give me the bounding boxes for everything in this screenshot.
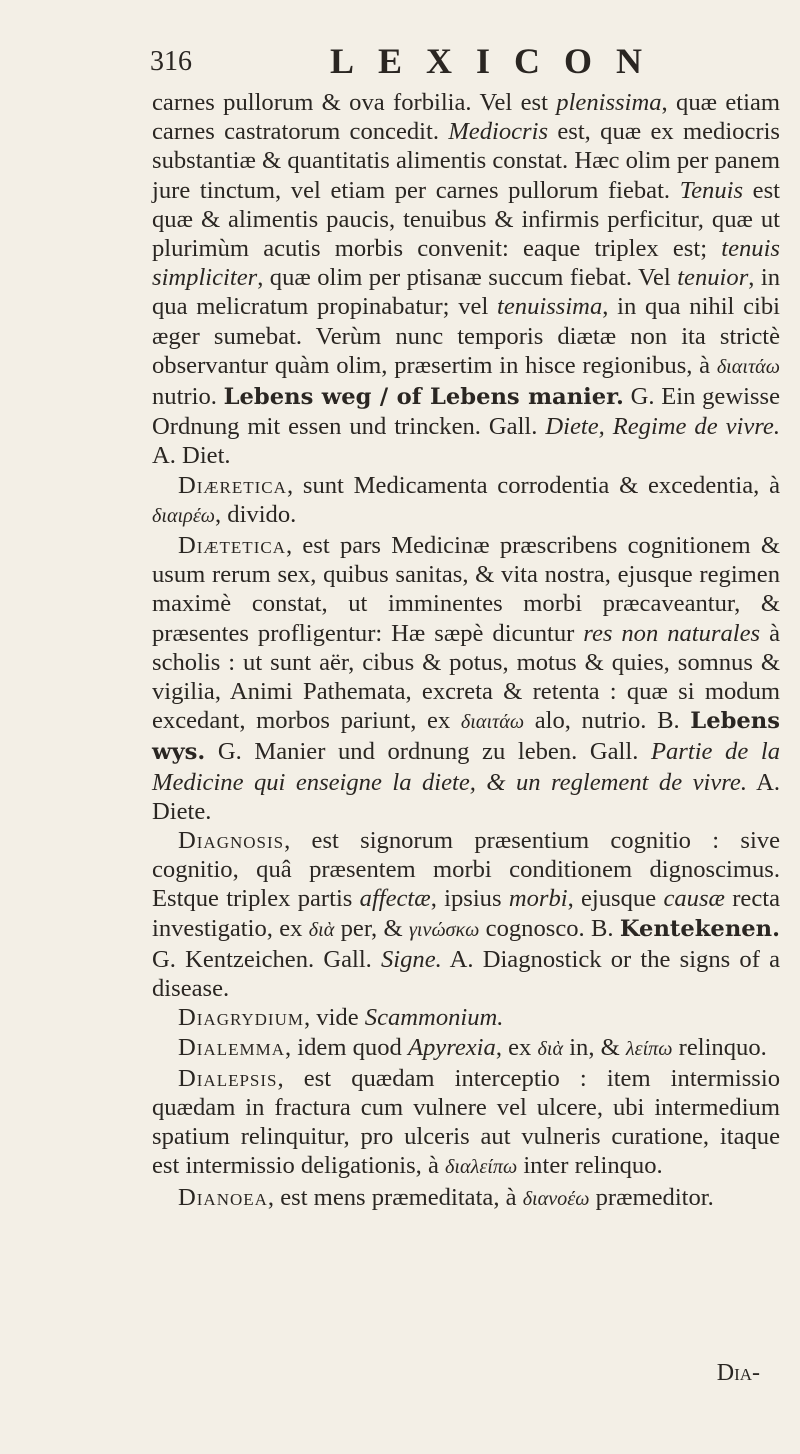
dictionary-entry [152, 826, 780, 1003]
entry-text: inter relinquo. [517, 1152, 663, 1180]
entry-text: , divido. [215, 500, 297, 528]
entry-headword: Diætetica [178, 532, 286, 560]
italic-text: affectæ [359, 885, 431, 913]
italic-text: Apyrexia [407, 1033, 496, 1061]
catchword: Dia- [716, 1360, 760, 1386]
entry-text: , ejusque [567, 885, 664, 913]
italic-text: res non naturales [583, 619, 761, 647]
greek-word: διαλείπω [445, 1156, 518, 1179]
greek-word: διὰ [308, 918, 335, 941]
entry-text: G. Ein gewisse Ordnung mit essen und trincken. Gall. [152, 383, 780, 441]
entry-text: A. Diet. [152, 442, 231, 470]
dictionary-entry [152, 531, 780, 826]
dictionary-entry [152, 1183, 780, 1214]
entry-text: , ex [495, 1033, 538, 1061]
italic-text: causæ [663, 885, 725, 913]
entry-text: relinquo. [672, 1033, 767, 1061]
dictionary-entry [152, 1003, 780, 1032]
greek-word: γινώσκω [408, 918, 480, 941]
dictionary-entry [152, 1064, 780, 1183]
italic-text: Mediocris [448, 118, 549, 146]
dictionary-entry [152, 471, 780, 531]
running-title: LEXICON [330, 41, 667, 81]
entry-text: recta investigatio, ex [152, 885, 780, 942]
entry-text: alo, nutrio. B. [524, 707, 691, 735]
entry-text: A. Diagnostick or the signs of a disease. [152, 945, 780, 1003]
entry-headword: Dialemma [178, 1033, 285, 1061]
entry-headword: Dialepsis [178, 1064, 278, 1092]
italic-text: tenuis simpliciter [152, 235, 780, 292]
entry-headword: Dianoea [178, 1183, 268, 1211]
entry-text: cognosco. B. [479, 914, 620, 942]
entry-text: , est mens præmeditata, à [267, 1183, 523, 1211]
blackletter-text: Lebens weg / of Lebens manier. [223, 384, 624, 411]
entry-text: à scholis : ut sunt aër, cibus & potus, motus & quies, somnus & vigilia, Animi Pathemata, excreta & retenta : quæ si modum excedant, morbos pariunt, ex [152, 619, 780, 735]
entry-text: est, quæ ex mediocris substantiæ & quantitatis alimentis constat. Hæc olim per panem jure tinctum, vel etiam per carnes pullorum fiebat. [152, 118, 780, 204]
entry-text: , in qua nihil cibi æger sumebat. Verùm nunc temporis diætæ non ita strictè observantur quàm olim, præsertim in hisce regionibus, à [152, 293, 780, 379]
italic-text: Signe. [381, 945, 442, 973]
entry-text: est quæ & alimentis paucis, tenuibus & infirmis perficitur, quæ ut plurimùm acutis morbis convenit: eaque triplex est; [152, 176, 780, 263]
dictionary-entry [152, 88, 780, 471]
entry-text: , est quædam interceptio : item intermissio quædam in fractura cum vulnere vel ulcere, ubi intermedium spatium relinquitur, pro ulceris aut vulneris curatione, itaque est intermissio deligationis, à [152, 1064, 780, 1180]
greek-word: διαιτάω [716, 355, 780, 378]
entry-text: G. Manier und ordnung zu leben. Gall. [205, 738, 651, 766]
entry-text: in, & [563, 1033, 626, 1061]
italic-text: Partie de la Medicine qui enseigne la diete, & un reglement de vivre. [152, 738, 780, 796]
italic-text: tenuissima [497, 293, 603, 321]
page-header [150, 40, 770, 90]
entry-text: , quæ etiam carnes castratorum concedit. [152, 89, 780, 146]
blackletter-text: Kentekenen. [619, 915, 780, 942]
entry-text: , est signorum præsentium cognitio : sive cognitio, quâ præsentem morbi conditionem dignoscimus. Estque triplex partis [152, 827, 780, 913]
greek-word: λείπω [625, 1037, 673, 1060]
greek-word: διαιτάω [460, 711, 525, 734]
entry-text: , sunt Medicamenta corrodentia & excedentia, à [286, 471, 780, 499]
dictionary-body [152, 88, 780, 1214]
entry-text: G. Kentzeichen. Gall. [152, 945, 381, 973]
italic-text: Scammonium. [364, 1004, 504, 1032]
entry-text: , in qua melicratum propinabatur; vel [152, 264, 780, 321]
entry-headword: Diagnosis [178, 827, 285, 855]
entry-text: per, & [334, 914, 409, 942]
entry-text: , ipsius [430, 885, 509, 913]
entry-headword: Diæretica [178, 471, 287, 499]
italic-text: morbi [508, 885, 568, 913]
entry-headword: Diagrydium [178, 1004, 304, 1032]
entry-text: , vide [303, 1004, 365, 1032]
italic-text: Tenuis [679, 176, 744, 204]
entry-text: A. Diete. [152, 768, 781, 825]
italic-text: Diete, Regime de vivre. [545, 413, 780, 441]
italic-text: tenuior [677, 264, 749, 292]
greek-word: διανοέω [522, 1187, 590, 1210]
italic-text: plenissima [556, 89, 662, 116]
entry-text: , quæ olim per ptisanæ succum fiebat. Vel [257, 264, 678, 292]
dictionary-entry [152, 1033, 780, 1064]
greek-word: διαιρέω [152, 504, 215, 527]
entry-text: præmeditor. [589, 1183, 714, 1211]
blackletter-text: Lebens wys. [152, 708, 780, 766]
entry-text: , est pars Medicinæ præscribens cognitionem & usum rerum sex, quibus sanitas, & vita nostra, ejusque regimen maximè constat, ut imminentes morbi præcaveantur, & præsentes profligentur: Hæ sæpè dicuntur [152, 532, 780, 647]
entry-text: nutrio. [152, 383, 224, 411]
greek-word: διὰ [537, 1037, 564, 1060]
page-number: 316 [150, 46, 192, 77]
entry-text: , idem quod [284, 1033, 408, 1061]
entry-text: carnes pullorum & ova forbilia. Vel est [152, 89, 557, 116]
